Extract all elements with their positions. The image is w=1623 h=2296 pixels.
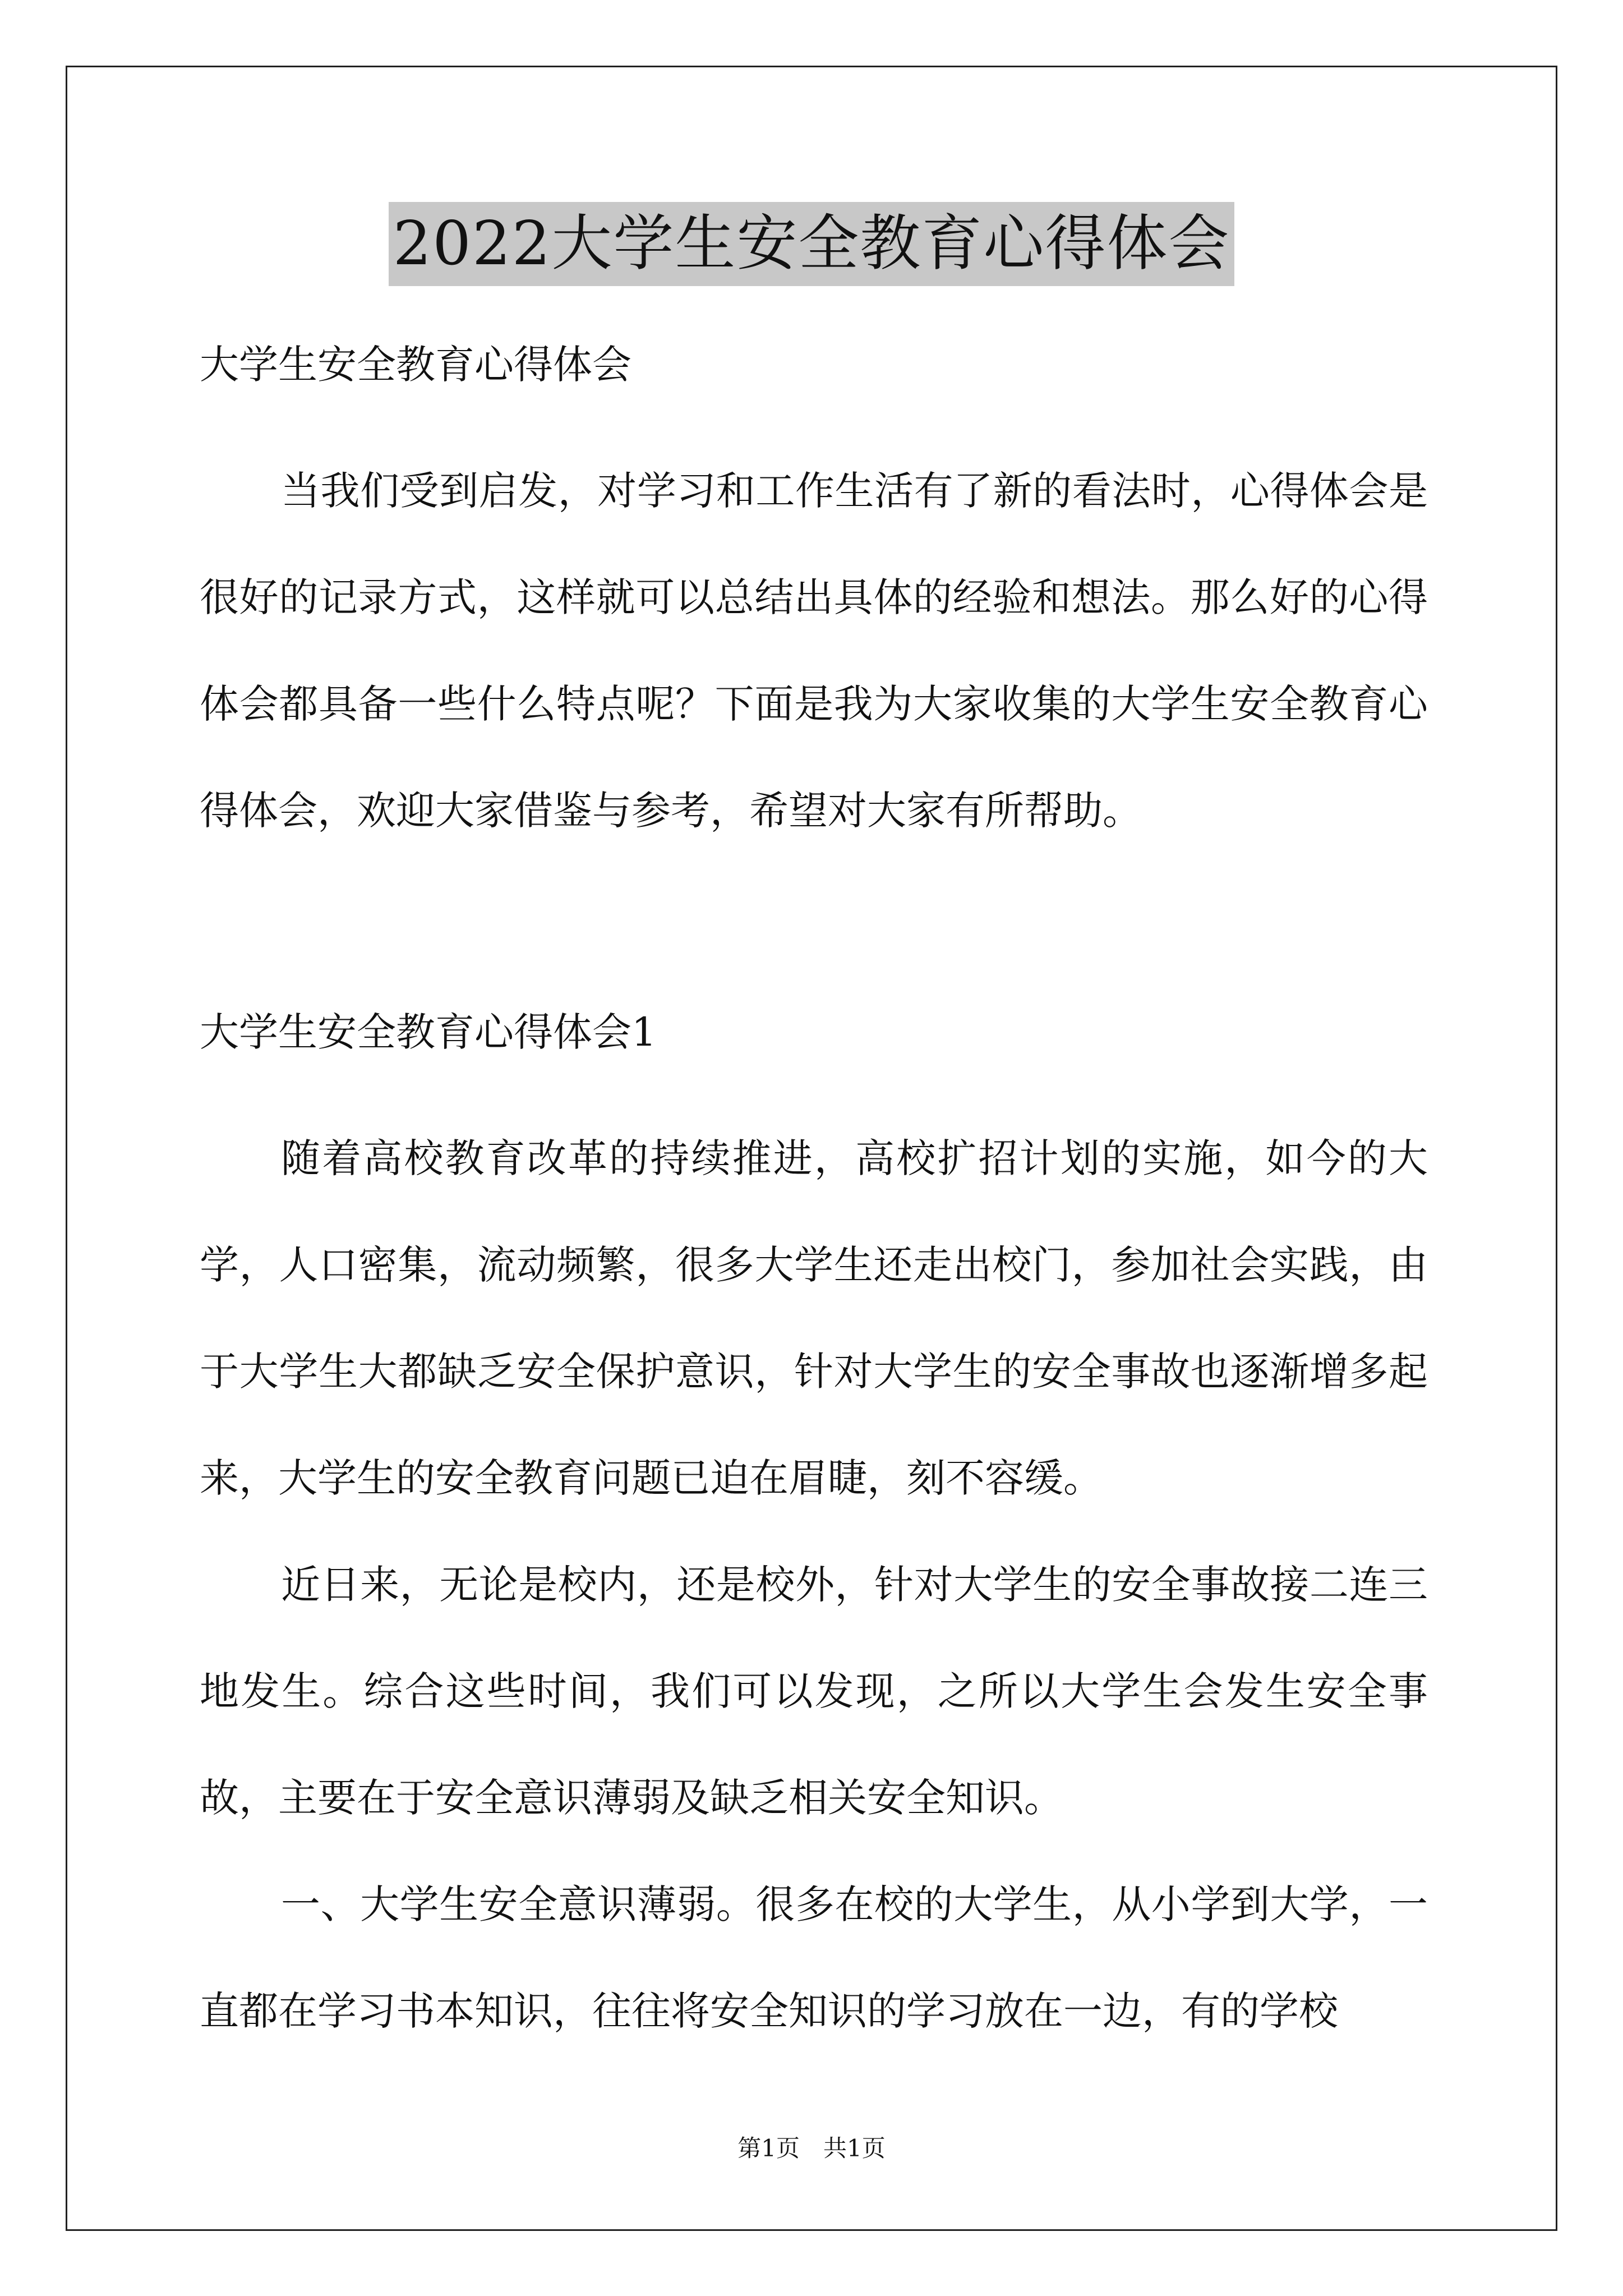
section1-heading: 大学生安全教育心得体会1 — [200, 1009, 657, 1055]
document-title: 2022大学生安全教育心得体会 — [389, 202, 1235, 286]
spacer — [200, 393, 1428, 438]
section1-paragraph-2: 近日来，无论是校内，还是校外，针对大学生的安全事故接二连三地发生。综合这些时间，我们可以发现，之所以大学生会发生安全事故，主要在于安全意识薄弱及缺乏相关安全知识。 — [200, 1562, 1428, 1821]
section1-paragraph-1: 随着高校教育改革的持续推进，高校扩招计划的实施，如今的大学，人口密集，流动频繁，很多大学生还走出校门，参加社会实践，由于大学生大都缺乏安全保护意识，针对大学生的安全事故也逐渐增多起来，大学生的安全教育问题已迫在眉睫，刻不容缓。 — [200, 1135, 1428, 1501]
section1-paragraph-3: 一、大学生安全意识薄弱。很多在校的大学生，从小学到大学，一直都在学习书本知识，往往将安全知识的学习放在一边，有的学校 — [200, 1881, 1428, 2034]
intro-paragraph: 当我们受到启发，对学习和工作生活有了新的看法时，心得体会是很好的记录方式，这样就可以总结出具体的经验和想法。那么好的心得体会都具备一些什么特点呢？下面是我为大家收集的大学生安全教育心得体会，欢迎大家借鉴与参考，希望对大家有所帮助。 — [200, 468, 1428, 834]
spacer — [200, 1060, 1428, 1105]
document-body — [200, 337, 1428, 2064]
title-container — [0, 202, 1623, 286]
page-footer: 第1页 共1页 — [737, 2134, 886, 2162]
spacer — [200, 864, 1428, 1004]
intro-heading: 大学生安全教育心得体会 — [200, 342, 631, 388]
